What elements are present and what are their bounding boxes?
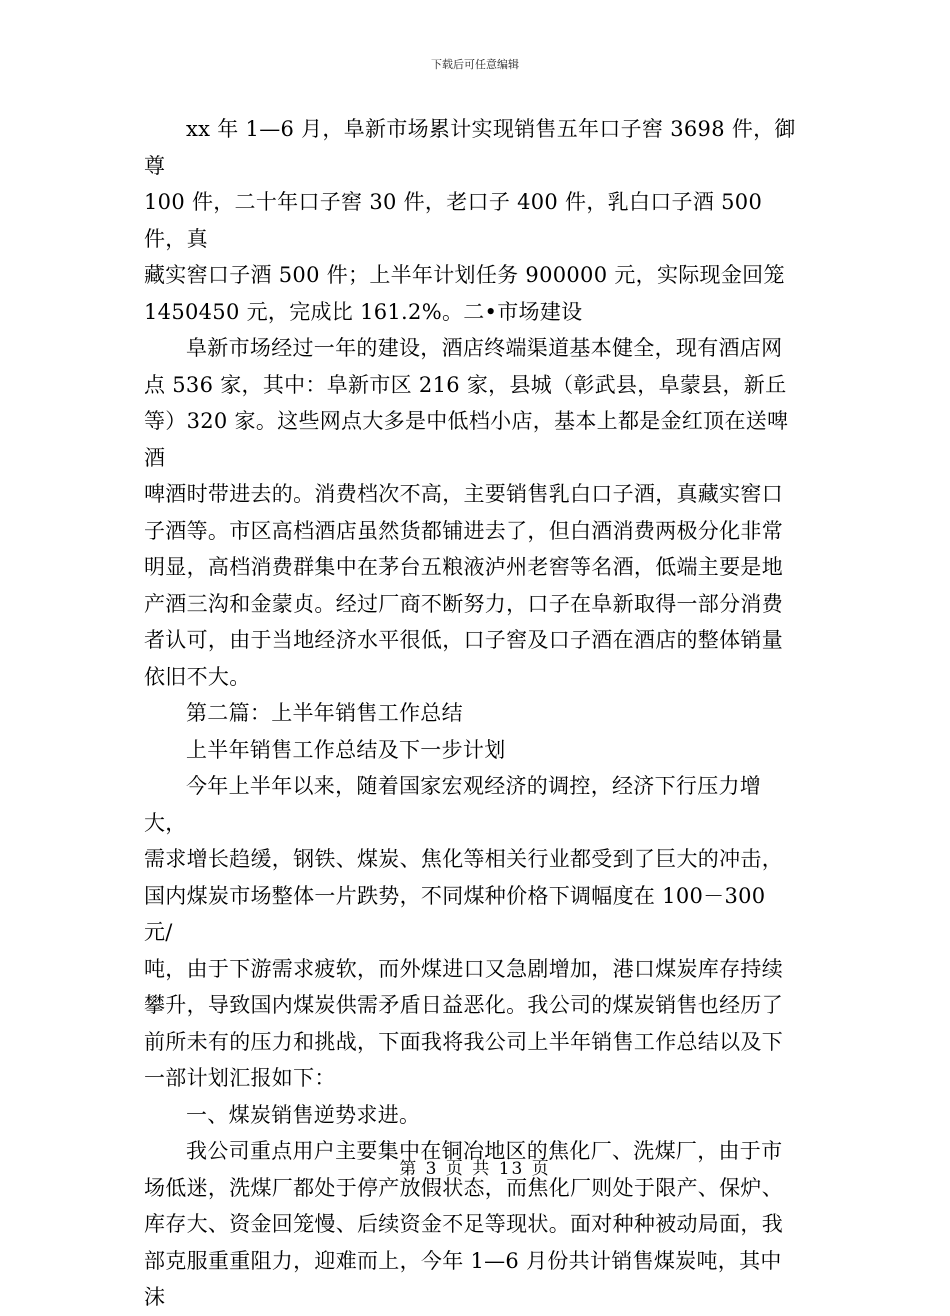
paragraph-line: 子酒等。市区高档酒店虽然货都铺进去了，但白酒消费两极分化非常 (144, 518, 783, 543)
paragraph-line: 库存大、资金回笼慢、后续资金不足等现状。面对种种被动局面，我 (144, 1212, 783, 1236)
body-paragraph (144, 768, 799, 1097)
paragraph-line: 我公司重点用户主要集中在铜冶地区的焦化厂、洗煤厂，由于市 (186, 1139, 783, 1163)
body-paragraph (144, 111, 799, 330)
paragraph-line: 啤酒时带进去的。消费档次不高，主要销售乳白口子酒，真藏实窖口 (144, 482, 783, 506)
paragraph-line: 藏实窖口子酒 500 件；上半年计划任务 900000 元，实际现金回笼 (144, 263, 785, 287)
document-body (144, 111, 799, 1316)
paragraph-line: 产酒三沟和金蒙贞。经过厂商不断努力，口子在阜新取得一部分消费 (144, 591, 783, 616)
paragraph-line: 等）320 家。这些网点大多是中低档小店，基本上都是金红顶在送啤酒 (144, 409, 789, 470)
paragraph-line: 阜新市场经过一年的建设，酒店终端渠道基本健全，现有酒店网 (186, 336, 783, 360)
paragraph-line: 需求增长趋缓，钢铁、煤炭、焦化等相关行业都受到了巨大的冲击， (144, 847, 783, 871)
paragraph-line: 前所未有的压力和挑战，下面我将我公司上半年销售工作总结以及下 (144, 1029, 783, 1054)
paragraph-line: 明显，高档消费群集中在茅台五粮液泸州老窖等名酒，低端主要是地 (144, 555, 783, 579)
paragraph-line: 今年上半年以来，随着国家宏观经济的调控，经济下行压力增大， (144, 774, 762, 835)
body-paragraph (144, 695, 799, 732)
page-header: 下载后可任意编辑 (431, 58, 519, 71)
paragraph-line: 一部计划汇报如下： (144, 1066, 336, 1090)
page-footer: 第 3 页 共 13 页 (399, 1159, 551, 1179)
paragraph-line: 部克服重重阻力，迎难而上，今年 1—6 月份共计销售煤炭吨，其中沫 (144, 1248, 782, 1309)
paragraph-line: 第二篇：上半年销售工作总结 (186, 701, 463, 725)
paragraph-line: 上半年销售工作总结及下一步计划 (186, 737, 506, 762)
paragraph-line: 100 件，二十年口子窖 30 件，老口子 400 件，乳白口子酒 500 件，真 (144, 190, 763, 251)
paragraph-line: 者认可，由于当地经济水平很低，口子窖及口子酒在酒店的整体销量 (144, 628, 783, 652)
paragraph-line: 吨，由于下游需求疲软，而外煤进口又急剧增加，港口煤炭库存持续 (144, 956, 783, 981)
body-paragraph (144, 732, 799, 769)
paragraph-line: 一、煤炭销售逆势求进。 (186, 1102, 421, 1127)
paragraph-line: 依旧不大。 (144, 664, 251, 689)
paragraph-line: 场低迷，洗煤厂都处于停产放假状态，而焦化厂则处于限产、保炉、 (144, 1175, 783, 1200)
paragraph-line: 攀升，导致国内煤炭供需矛盾日益恶化。我公司的煤炭销售也经历了 (144, 993, 783, 1017)
paragraph-line: 点 536 家，其中：阜新市区 216 家，县城（彰武县，阜蒙县，新丘 (144, 372, 787, 397)
body-paragraph (144, 1097, 799, 1134)
paragraph-line: xx 年 1—6 月，阜新市场累计实现销售五年口子窖 3698 件，御尊 (144, 117, 796, 178)
paragraph-line: 国内煤炭市场整体一片跌势，不同煤种价格下调幅度在 100－300 元/ (144, 883, 766, 944)
body-paragraph (144, 330, 799, 695)
paragraph-line: 1450450 元，完成比 161.2%。二•市场建设 (144, 299, 583, 324)
